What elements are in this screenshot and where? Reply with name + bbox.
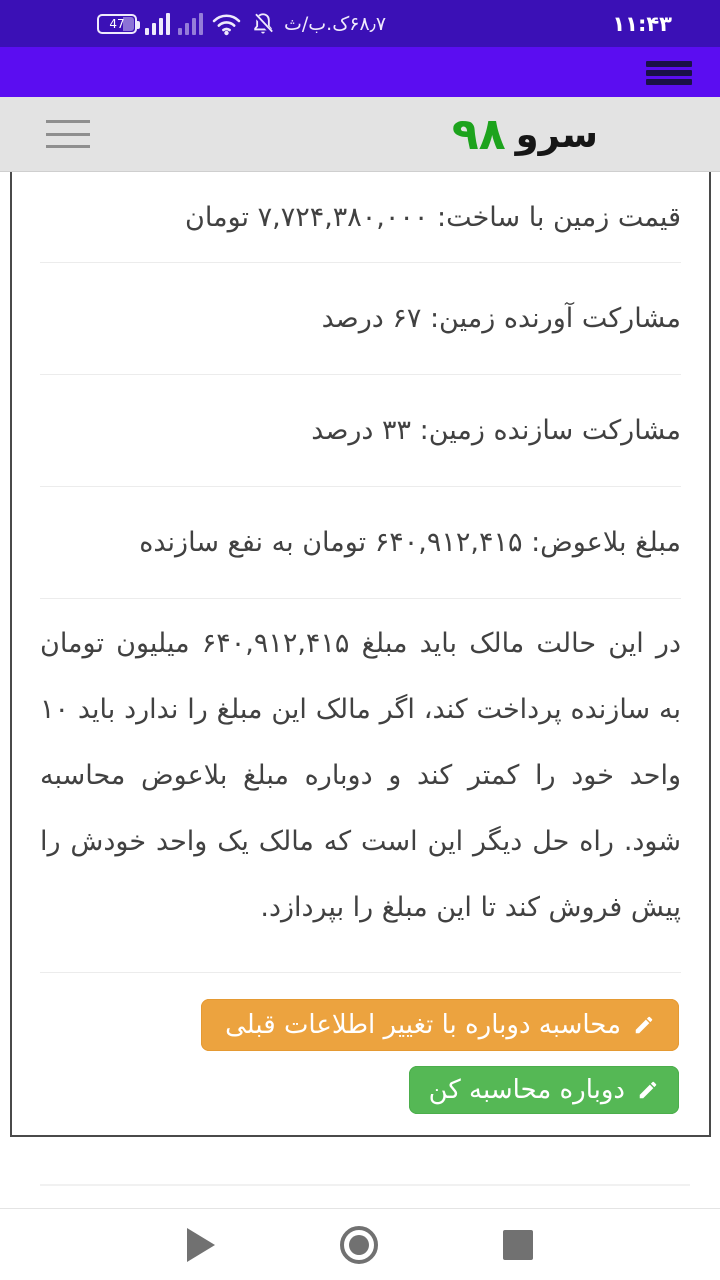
wifi-icon [211,12,242,36]
app-menu-icon[interactable] [646,61,692,85]
result-text: مشارکت سازنده زمین: ۳۳ درصد [311,415,681,446]
actions [12,973,709,1114]
android-nav-bar [0,1208,720,1280]
recalculate-edit-button[interactable] [201,999,679,1051]
header [0,97,720,172]
result-row-land-price [12,172,709,262]
result-row-builder-share [12,375,709,486]
result-row-gratuitous-amount [12,487,709,598]
signal-icon [145,13,170,35]
mute-icon [250,11,276,37]
status-bar [0,0,720,47]
battery-icon [97,14,137,34]
network-speed: ۶۸٫۷ک.ب/ث [284,12,387,35]
results-card [10,172,711,1137]
result-text: مبلغ بلاعوض: ۶۴۰,۹۱۲,۴۱۵ تومان به نفع سازنده [139,527,681,558]
app-logo [452,97,598,172]
signal-icon-sim2 [178,13,203,35]
recalculate-button[interactable] [409,1066,679,1114]
pencil-icon [637,1079,659,1101]
result-text: مشارکت آورنده زمین: ۶۷ درصد [321,303,681,334]
button-label: محاسبه دوباره با تغییر اطلاعات قبلی [225,1010,621,1040]
nav-buttons [125,1226,595,1264]
status-time: ۱۱:۴۳ [612,11,672,36]
result-row-owner-share [12,263,709,374]
explanation-paragraph: در این حالت مالک باید مبلغ ۶۴۰,۹۱۲,۴۱۵ میلیون تومان به سازنده پرداخت کند، اگر مالک این مبلغ را ندارد باید ۱۰ واحد خود را کمتر کند و دوباره مبلغ بلاعوض محاسبه شود. راه حل دیگر این است که مالک یک واحد خودش را پیش فروش کند تا این مبلغ را بپردازد. [40,628,681,923]
battery-percent: 47 [109,16,125,31]
button-label: دوباره محاسبه کن [428,1075,625,1105]
logo-name: سرو [515,113,598,156]
status-icons-group [97,11,386,37]
drawer-menu-icon[interactable] [46,120,90,148]
back-icon[interactable] [187,1228,215,1262]
pencil-icon [633,1014,655,1036]
app-bar [0,47,720,97]
recents-icon[interactable] [503,1230,533,1260]
logo-number: ۹۸ [451,108,506,160]
result-text: قیمت زمین با ساخت: ۷,۷۲۴,۳۸۰,۰۰۰ تومان [185,201,681,233]
home-icon[interactable] [340,1226,378,1264]
footer-divider [40,1184,690,1186]
